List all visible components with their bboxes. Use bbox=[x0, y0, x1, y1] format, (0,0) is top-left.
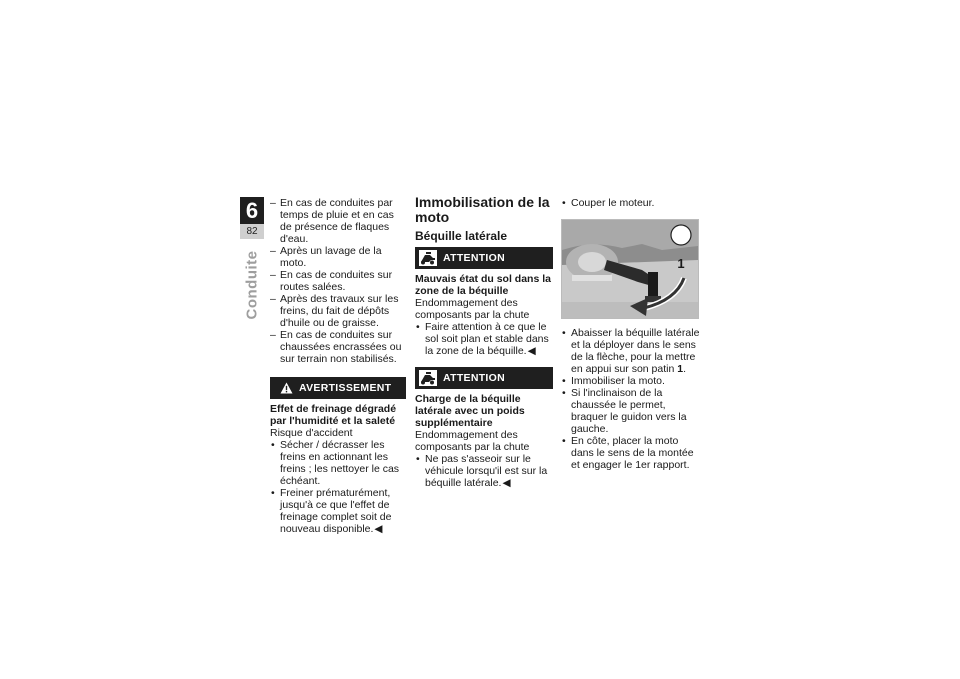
step-list-bottom bbox=[561, 327, 701, 471]
warning-banner bbox=[270, 377, 406, 399]
conditions-list bbox=[270, 197, 406, 365]
column-2 bbox=[415, 195, 553, 489]
list-item: – En cas de conduites sur routes salées. bbox=[270, 269, 406, 293]
list-item: – En cas de conduites par temps de pluie et en cas de présence de flaques d'eau. bbox=[270, 197, 406, 245]
warning-actions bbox=[270, 439, 406, 535]
figure-callout: 1 bbox=[677, 256, 685, 271]
section-heading: Immobilisation de la moto bbox=[415, 194, 550, 225]
chapter-number: 6 bbox=[245, 198, 259, 223]
attention-actions bbox=[415, 453, 553, 489]
list-item bbox=[415, 321, 553, 357]
end-mark-icon: ◀ bbox=[502, 477, 511, 489]
attention-actions bbox=[415, 321, 553, 357]
list-item: • Immobiliser la moto. bbox=[561, 375, 701, 387]
attention-banner bbox=[415, 247, 553, 269]
subsection-heading: Béquille latérale bbox=[415, 229, 508, 243]
list-item-text: Faire attention à ce que le sol soit plan et stable dans la zone de la béquille. bbox=[425, 321, 549, 357]
warning-triangle-icon bbox=[280, 382, 293, 394]
end-mark-icon: ◀ bbox=[374, 523, 383, 535]
motorcycle-hand-icon bbox=[419, 250, 437, 266]
attention-title: Charge de la béquille latérale avec un poids supplémentaire bbox=[415, 393, 525, 429]
list-item bbox=[415, 453, 553, 489]
list-item: • Si l'inclinaison de la chaussée le permet, braquer le guidon vers la gauche. bbox=[561, 387, 701, 435]
sentence-end: . bbox=[683, 363, 687, 375]
attention-risk: Endommagement des composants par la chute bbox=[415, 429, 530, 453]
attention-label: ATTENTION bbox=[443, 252, 505, 264]
list-item bbox=[270, 487, 406, 535]
warning-label: AVERTISSEMENT bbox=[299, 382, 392, 394]
chapter-tab bbox=[240, 197, 264, 239]
list-item: – En cas de conduites sur chaussées encrassées ou sur terrain non stabilisés. bbox=[270, 329, 406, 365]
list-item-text: Abaisser la béquille latérale et la déployer dans le sens de la flèche, pour la mettre en appui sur son patin bbox=[571, 327, 700, 375]
warning-title: Effet de freinage dégradé par l'humidité et la saleté bbox=[270, 403, 397, 427]
list-item bbox=[561, 327, 701, 375]
patin-reference: 1 bbox=[677, 363, 684, 375]
list-item-text: Freiner prématurément, jusqu'à ce que l'effet de freinage complet soit de nouveau disponible. bbox=[280, 487, 392, 535]
motorcycle-hand-icon bbox=[419, 370, 437, 386]
list-item: – Après un lavage de la moto. bbox=[270, 245, 406, 269]
warning-risk: Risque d'accident bbox=[270, 427, 353, 439]
attention-title: Mauvais état du sol dans la zone de la béquille bbox=[415, 273, 551, 297]
list-item: – Après des travaux sur les freins, du fait de dépôts d'huile ou de graisse. bbox=[270, 293, 406, 329]
list-item: • Sécher / décrasser les freins en actionnant les freins ; les nettoyer le cas échéant. bbox=[270, 439, 406, 487]
page-number: 82 bbox=[240, 224, 264, 239]
list-item-text: Ne pas s'asseoir sur le véhicule lorsqu'il est sur la béquille latérale. bbox=[425, 453, 548, 489]
section-label-text: Conduite bbox=[243, 250, 261, 320]
column-1 bbox=[270, 197, 406, 535]
attention-banner bbox=[415, 367, 553, 389]
list-item: • Couper le moteur. bbox=[561, 197, 701, 209]
end-mark-icon: ◀ bbox=[527, 345, 536, 357]
attention-label: ATTENTION bbox=[443, 372, 505, 384]
list-item: • En côte, placer la moto dans le sens de la montée et engager le 1er rapport. bbox=[561, 435, 701, 471]
attention-risk: Endommagement des composants par la chute bbox=[415, 297, 530, 321]
step-list-top bbox=[561, 197, 701, 209]
column-3 bbox=[561, 197, 701, 471]
